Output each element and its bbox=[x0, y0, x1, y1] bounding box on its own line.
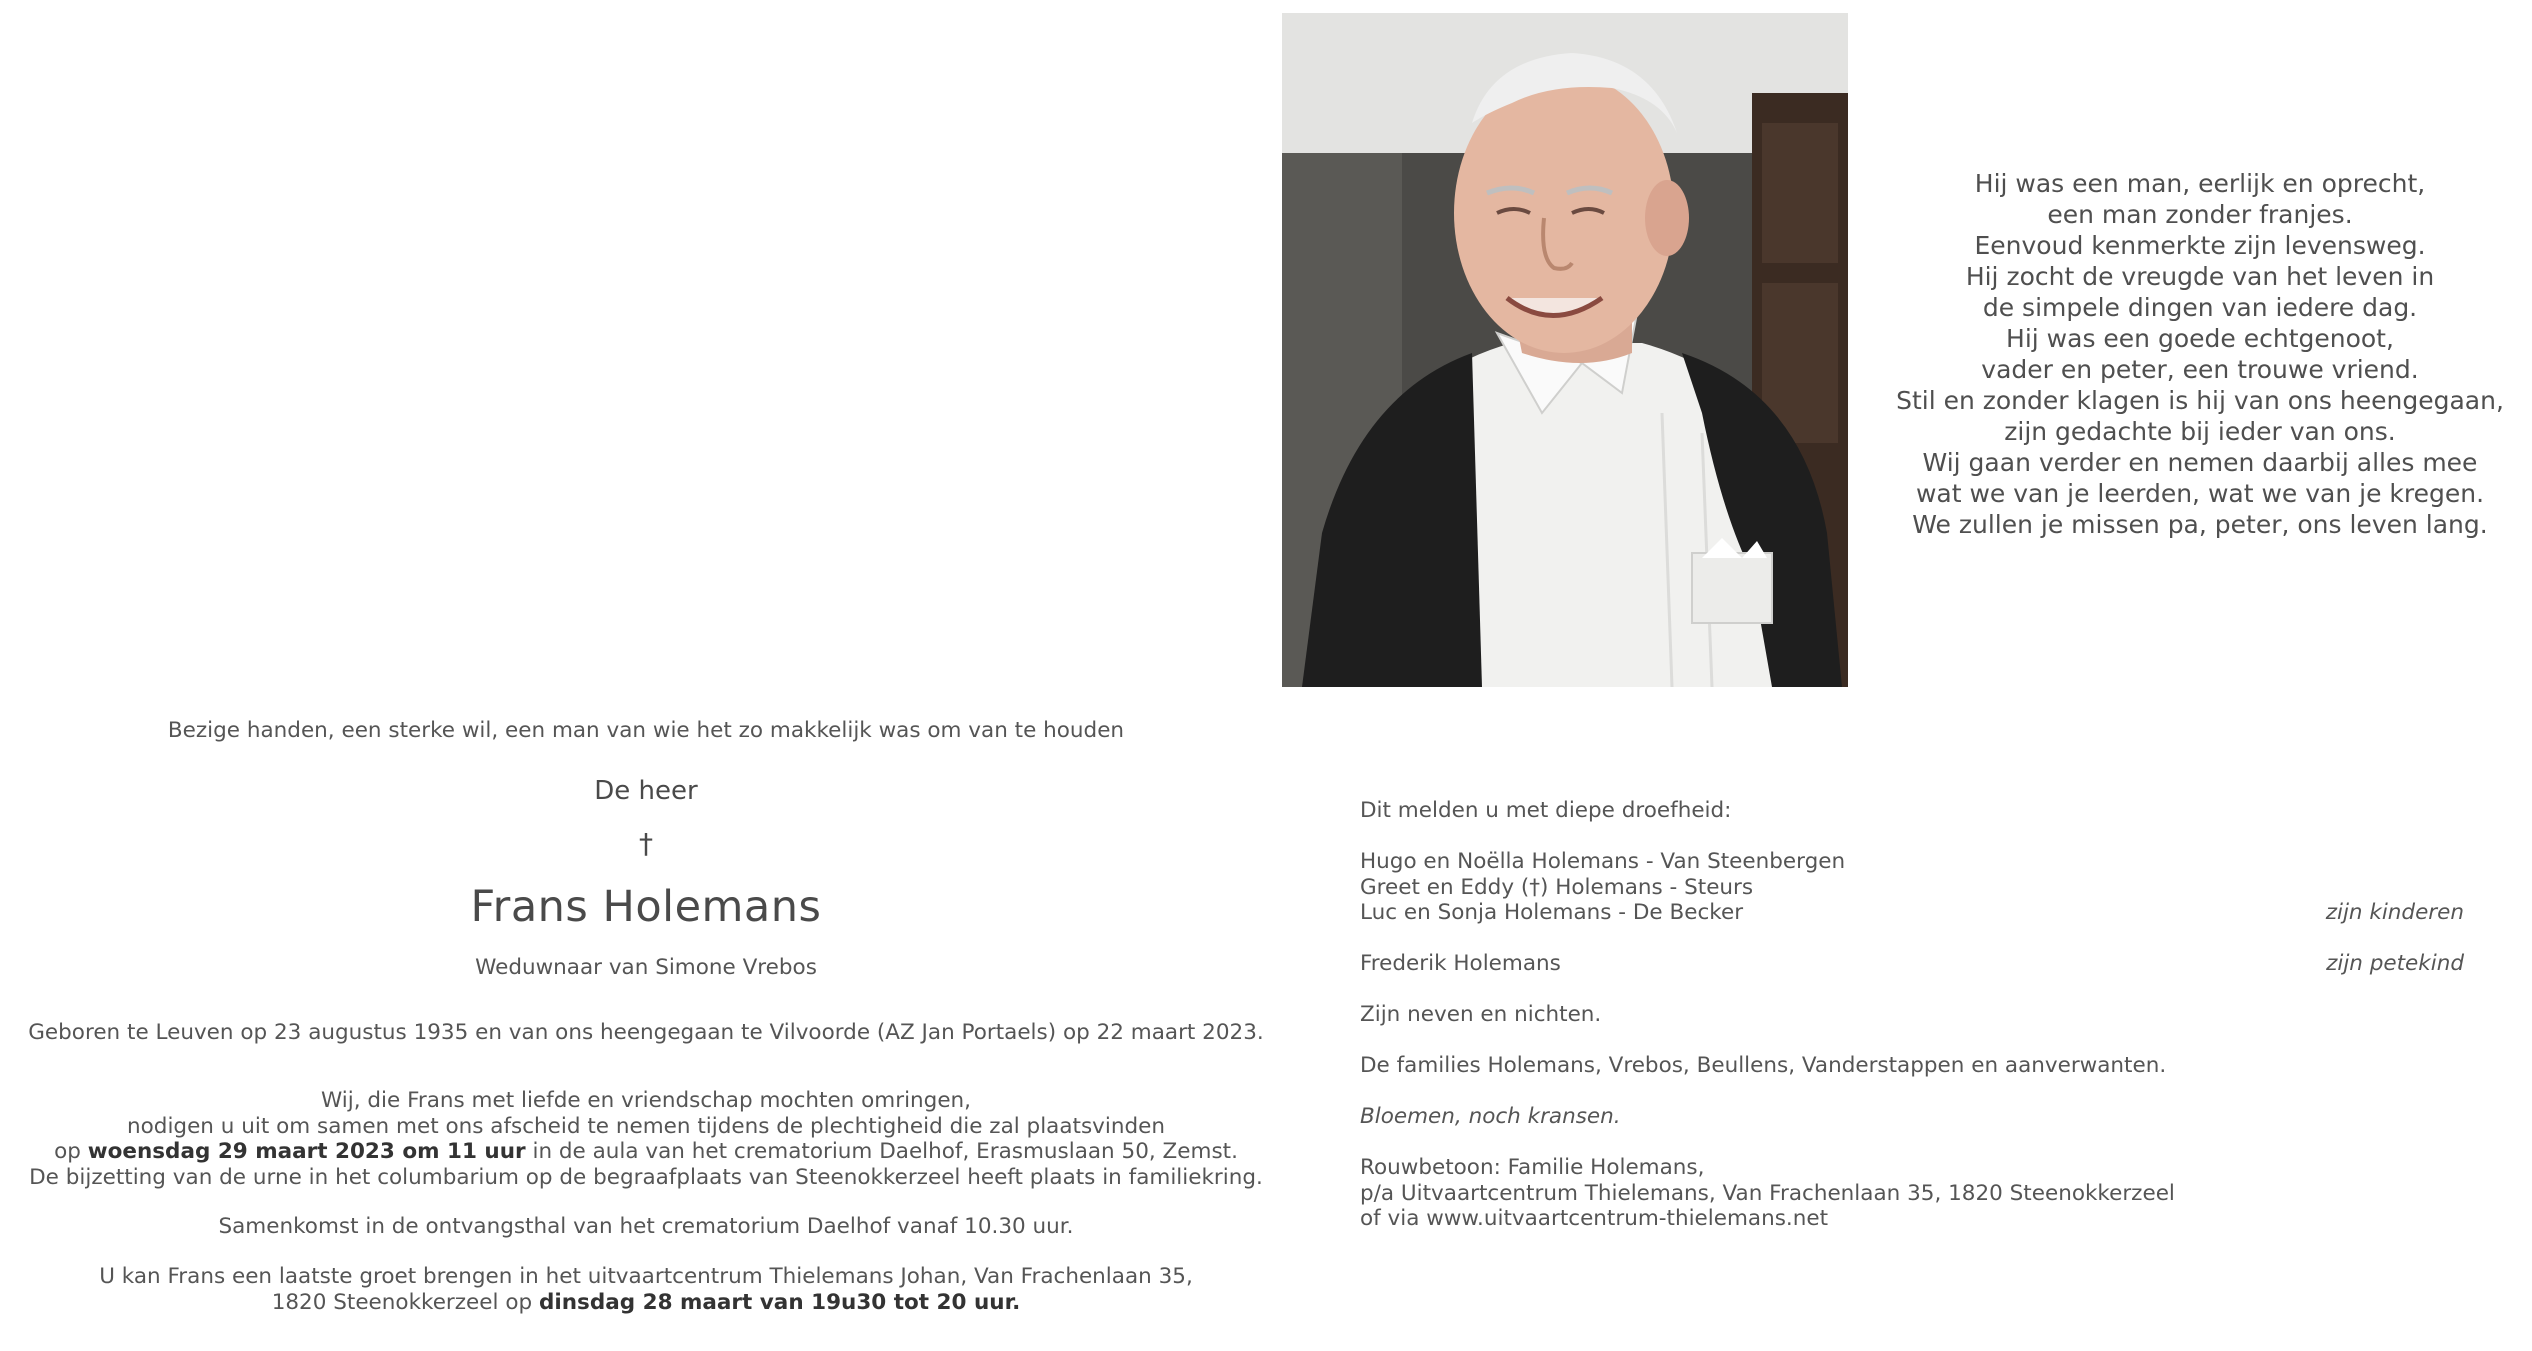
ceremony-date-prefix: op bbox=[54, 1139, 81, 1164]
poem-line: Hij was een man, eerlijk en oprecht, bbox=[1974, 169, 2426, 198]
poem bbox=[1880, 168, 2520, 540]
poem-line: een man zonder franjes. bbox=[2047, 200, 2353, 229]
ceremony-line-2: nodigen u uit om samen met ons afscheid te nemen tijdens de plechtigheid die zal plaatsvinden bbox=[127, 1113, 1165, 1139]
families-line: De families Holemans, Vrebos, Beullens, Vanderstappen en aanverwanten. bbox=[1360, 1053, 2167, 1078]
poem-line: vader en peter, een trouwe vriend. bbox=[1981, 355, 2419, 384]
website-line: of via www.uitvaartcentrum-thielemans.net bbox=[1360, 1206, 1829, 1231]
portrait-photo bbox=[1282, 13, 1848, 687]
child-name: Luc en Sonja Holemans - De Becker bbox=[1360, 900, 1744, 925]
widower-line: Weduwnaar van Simone Vrebos bbox=[475, 955, 817, 980]
child-line: Greet en Eddy (†) Holemans - Steurs bbox=[1360, 874, 1754, 900]
address-line: p/a Uitvaartcentrum Thielemans, Van Frachenlaan 35, 1820 Steenokkerzeel bbox=[1360, 1180, 2175, 1206]
poem-line: wat we van je leerden, wat we van je kregen. bbox=[1915, 479, 2485, 508]
poem-line: de simpele dingen van iedere dag. bbox=[1982, 293, 2418, 322]
birth-death-line: Geboren te Leuven op 23 augustus 1935 en van ons heengegaan te Vilvoorde (AZ Jan Portaels) op 22 maart 2023. bbox=[28, 1020, 1264, 1045]
poem-line: Hij zocht de vreugde van het leven in bbox=[1965, 262, 2435, 291]
poem-line: We zullen je missen pa, peter, ons leven lang. bbox=[1912, 510, 2488, 539]
gathering-line: Samenkomst in de ontvangsthal van het crematorium Daelhof vanaf 10.30 uur. bbox=[218, 1214, 1074, 1239]
ceremony-line-3 bbox=[0, 1139, 1292, 1165]
announce-intro: Dit melden u met diepe droefheid: bbox=[1360, 798, 1732, 823]
godchild-name: Frederik Holemans bbox=[1360, 951, 1561, 976]
flowers-line: Bloemen, noch kransen. bbox=[1360, 1104, 1621, 1129]
poem-line: Stil en zonder klagen is hij van ons heengegaan, bbox=[1896, 386, 2504, 415]
ceremony-line-4: De bijzetting van de urne in het columbarium op de begraafplaats van Steenokkerzeel heeft plaats in familiekring. bbox=[29, 1164, 1263, 1190]
poem-line: zijn gedachte bij ieder van ons. bbox=[2004, 417, 2396, 446]
ceremony-date: woensdag 29 maart 2023 om 11 uur bbox=[87, 1139, 526, 1164]
children-role: zijn kinderen bbox=[2325, 900, 2464, 925]
visit-line-2 bbox=[0, 1290, 1292, 1316]
portrait-illustration bbox=[1282, 13, 1848, 687]
godchild-line bbox=[1360, 951, 2470, 977]
poem-line: Hij was een goede echtgenoot, bbox=[2006, 324, 2394, 353]
deceased-name: Frans Holemans bbox=[470, 882, 822, 932]
godchild-role: zijn petekind bbox=[2326, 951, 2464, 976]
honorific-title: De heer bbox=[594, 776, 698, 806]
visitation-info bbox=[0, 1264, 1292, 1315]
poem-line: Eenvoud kenmerkte zijn levensweg. bbox=[1974, 231, 2426, 260]
child-line-last bbox=[1360, 900, 2470, 926]
announcement bbox=[1360, 798, 2470, 1232]
cousins-line: Zijn neven en nichten. bbox=[1360, 1002, 1602, 1027]
visit-date: dinsdag 28 maart van 19u30 tot 20 uur. bbox=[538, 1289, 1021, 1315]
ceremony-line-1: Wij, die Frans met liefde en vriendschap mochten omringen, bbox=[320, 1088, 972, 1113]
poem-line: Wij gaan verder en nemen daarbij alles mee bbox=[1922, 448, 2478, 477]
address-line: Rouwbetoon: Familie Holemans, bbox=[1360, 1155, 1705, 1180]
child-line: Hugo en Noëlla Holemans - Van Steenbergen bbox=[1360, 849, 1846, 874]
ceremony-location: in de aula van het crematorium Daelhof, Erasmuslaan 50, Zemst. bbox=[532, 1139, 1238, 1164]
visit-line-1: U kan Frans een laatste groet brengen in het uitvaartcentrum Thielemans Johan, Van Frachenlaan 35, bbox=[99, 1264, 1193, 1289]
motto: Bezige handen, een sterke wil, een man van wie het zo makkelijk was om van te houden bbox=[167, 718, 1125, 743]
visit-location-suffix: 1820 Steenokkerzeel op bbox=[271, 1289, 533, 1315]
cross-icon: † bbox=[639, 827, 653, 860]
ceremony-invitation bbox=[0, 1088, 1292, 1190]
